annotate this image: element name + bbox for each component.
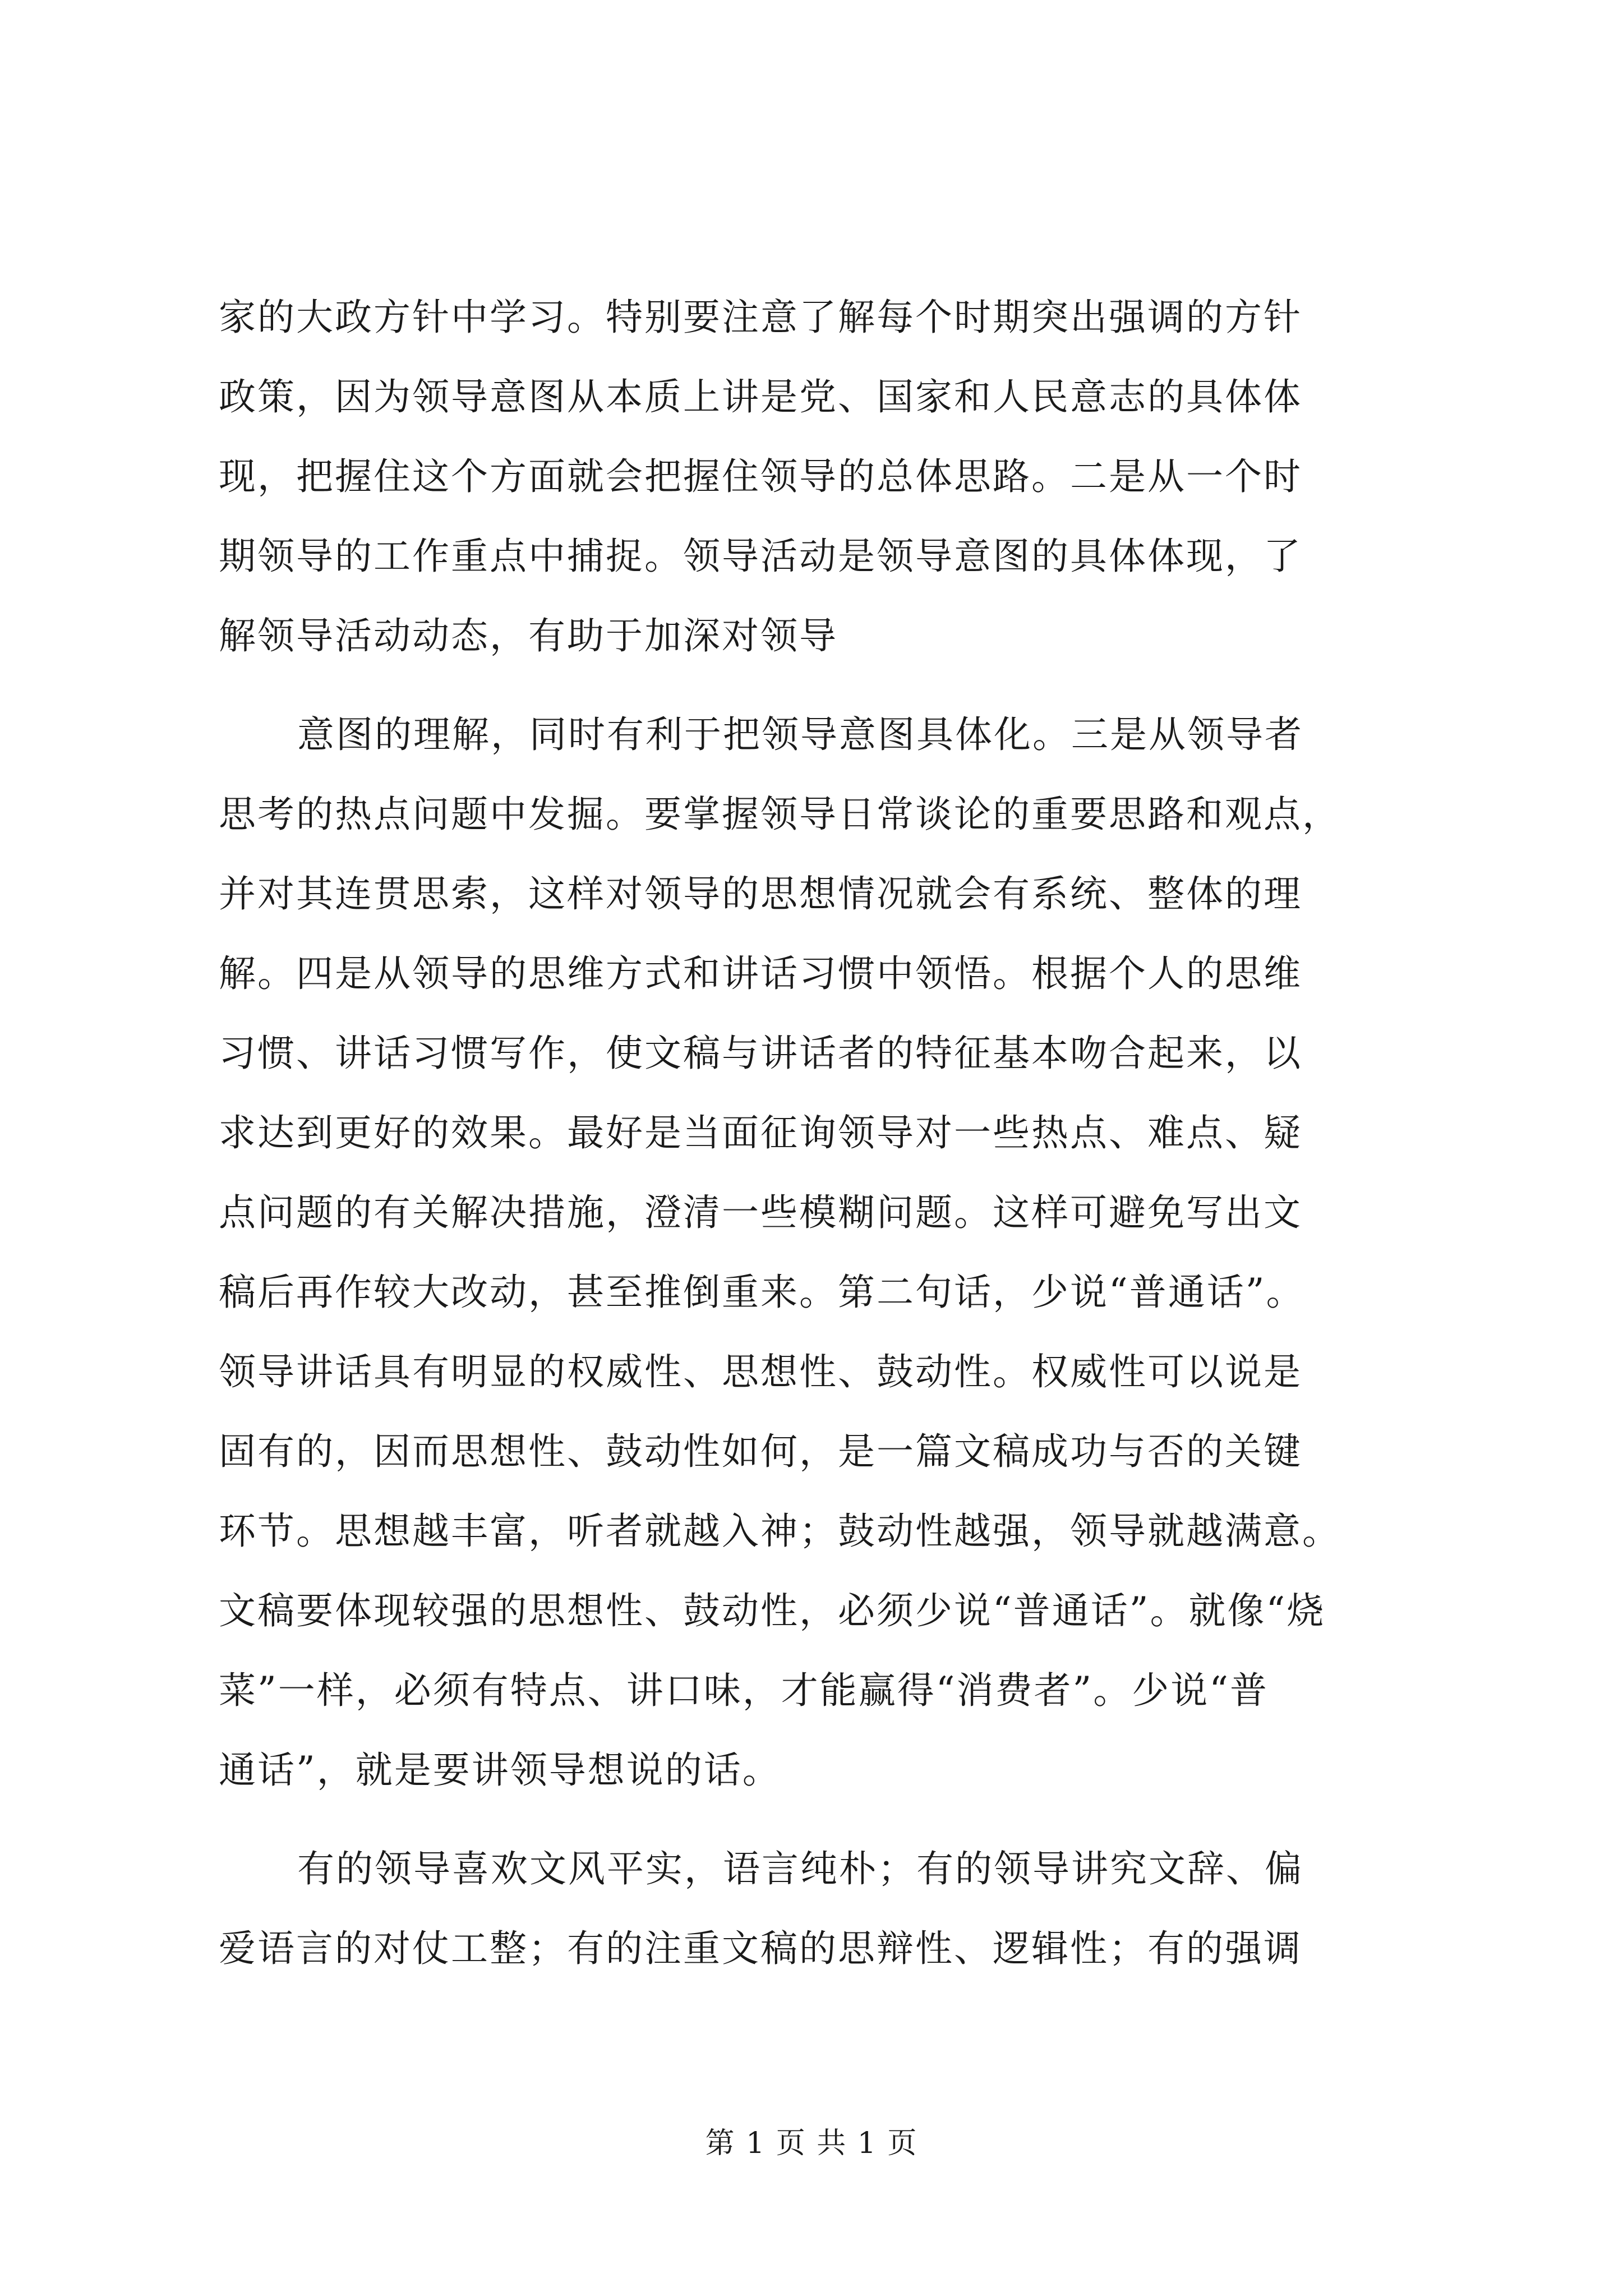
paragraph-start-line: 有的领导喜欢文风平实，语言纯朴；有的领导讲究文辞、偏 [297,1847,1303,1890]
text-line: 固有的，因而思想性、鼓动性如何，是一篇文稿成功与否的关键 [219,1430,1302,1473]
text-line: 通话”，就是要讲领导想说的话。 [219,1749,781,1792]
text-line: 稿后再作较大改动，甚至推倒重来。第二句话，少说“普通话”。 [219,1271,1305,1314]
text-line: 思考的热点问题中发掘。要掌握领导日常谈论的重要思路和观点， [219,793,1341,836]
text-line: 解领导活动动态，有助于加深对领导 [219,614,838,657]
paragraph-start-line: 意图的理解，同时有利于把领导意图具体化。三是从领导者 [297,713,1303,756]
text-line: 环节。思想越丰富，听者就越入神；鼓动性越强，领导就越满意。 [219,1510,1341,1553]
text-line: 领导讲话具有明显的权威性、思想性、鼓动性。权威性可以说是 [219,1350,1302,1393]
body-text [219,278,1413,1989]
text-line: 现，把握住这个方面就会把握住领导的总体思路。二是从一个时 [219,455,1302,498]
text-line: 家的大政方针中学习。特别要注意了解每个时期突出强调的方针 [219,296,1302,339]
text-line: 爱语言的对仗工整；有的注重文稿的思辩性、逻辑性；有的强调 [219,1927,1302,1970]
text-line: 求达到更好的效果。最好是当面征询领导对一些热点、难点、疑 [219,1111,1302,1154]
page-footer: 第 1 页 共 1 页 [705,2127,918,2160]
text-line: 政策，因为领导意图从本质上讲是党、国家和人民意志的具体体 [219,375,1302,418]
text-line: 点问题的有关解决措施，澄清一些模糊问题。这样可避免写出文 [219,1191,1302,1234]
text-line: 解。四是从领导的思维方式和讲话习惯中领悟。根据个人的思维 [219,952,1302,995]
text-line: 文稿要体现较强的思想性、鼓动性，必须少说“普通话”。就像“烧 [219,1589,1326,1632]
text-line: 期领导的工作重点中捕捉。领导活动是领导意图的具体体现，了 [219,535,1302,578]
text-line: 并对其连贯思索，这样对领导的思想情况就会有系统、整体的理 [219,872,1302,915]
text-line: 菜”一样，必须有特点、讲口味，才能赢得“消费者”。少说“普 [219,1669,1269,1712]
text-line: 习惯、讲话习惯写作，使文稿与讲话者的特征基本吻合起来，以 [219,1032,1302,1075]
